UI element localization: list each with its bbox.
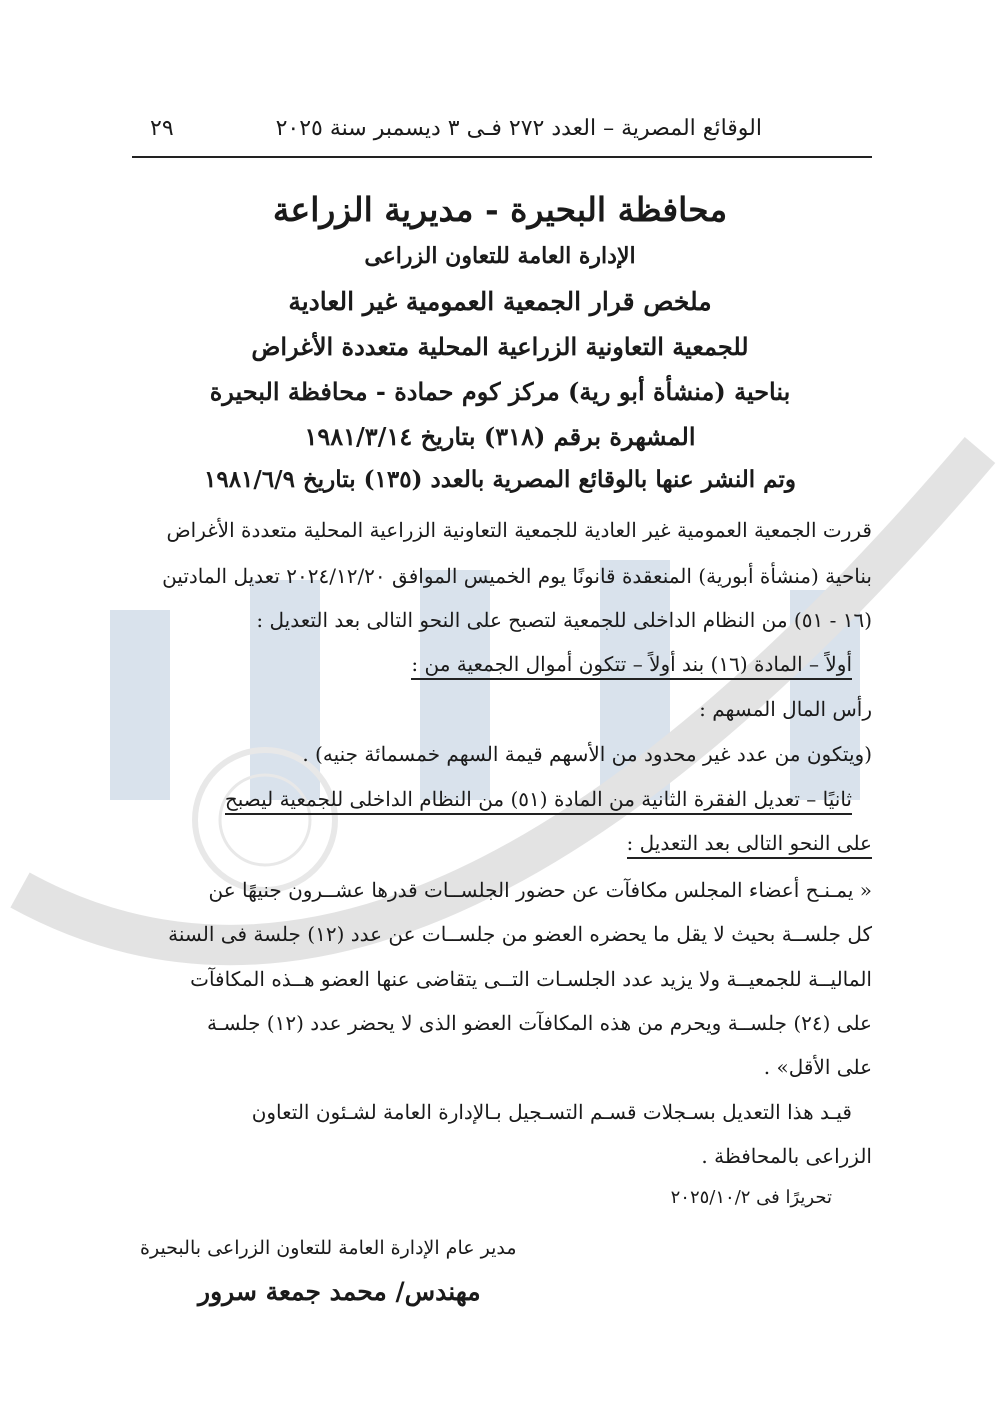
signatory-title: مدير عام الإدارة العامة للتعاون الزراعى بالبحيرة <box>140 1237 517 1259</box>
quote-line: « يمـنـح أعضاء المجلس مكافآت عن حضور الجلســات قدرها عشــرون جنيهًا عن <box>208 878 872 902</box>
signatory-name: مهندس/ محمد جمعة سرور <box>198 1277 481 1306</box>
capital-label: رأس المال المسهم : <box>699 697 872 721</box>
page-number: ٢٩ <box>150 116 174 141</box>
body-line: (١٦ - ٥١) من النظام الداخلى للجمعية لتصبح على النحو التالى بعد التعديل : <box>256 608 872 632</box>
quote-line: الماليــة للجمعيــة ولا يزيد عدد الجلسـات التــى يتقاضى عنها العضو هــذه المكافآت <box>190 967 872 991</box>
governorate-title: محافظة البحيرة - مديرية الزراعة <box>272 190 728 229</box>
publication-title: وتم النشر عنها بالوقائع المصرية بالعدد (١٣٥) بتاريخ ١٩٨١/٦/٩ <box>204 466 796 493</box>
association-title: للجمعية التعاونية الزراعية المحلية متعددة الأغراض <box>251 332 749 361</box>
body-line: بناحية (منشأة أبورية) المنعقدة قانونًا يوم الخميس الموافق ٢٠٢٤/١٢/٢٠ تعديل المادتين <box>162 564 872 588</box>
registration-line: قيـد هذا التعديل بسـجلات قسـم التسـجيل بـالإدارة العامة لشـئون التعاون <box>251 1100 852 1124</box>
decision-title: ملخص قرار الجمعية العمومية غير العادية <box>288 287 712 316</box>
article-51-heading: ثانيًا – تعديل الفقرة الثانية من المادة (٥١) من النظام الداخلى للجمعية ليصبح <box>225 787 852 815</box>
article-51-heading-cont: على النحو التالى بعد التعديل : <box>627 831 872 859</box>
quote-line: على (٢٤) جلســة ويحرم من هذه المكافآت العضو الذى لا يحضر عدد (١٢) جلسـة <box>207 1011 872 1035</box>
location-title: بناحية (منشأة أبو رية) مركز كوم حمادة - محافظة البحيرة <box>209 377 791 406</box>
watermark-bar-1 <box>110 610 170 800</box>
shares-text: (ويتكون من عدد غير محدود من الأسهم قيمة السهم خمسمائة جنيه) . <box>302 742 872 766</box>
department-title: الإدارة العامة للتعاون الزراعى <box>364 243 636 269</box>
body-line: قررت الجمعية العمومية غير العادية للجمعية التعاونية الزراعية المحلية متعددة الأغراض <box>166 518 872 542</box>
registration-title: المشهرة برقم (٣١٨) بتاريخ ١٩٨١/٣/١٤ <box>304 422 696 451</box>
watermark-logo <box>0 330 1004 1230</box>
running-header <box>132 112 872 158</box>
registration-line: الزراعى بالمحافظة . <box>701 1144 872 1168</box>
quote-line: على الأقل» . <box>763 1055 872 1079</box>
issue-date: تحريرًا فى ٢٠٢٥/١٠/٢ <box>670 1187 832 1208</box>
gazette-issue-title: الوقائع المصرية – العدد ٢٧٢ فـى ٣ ديسمبر سنة ٢٠٢٥ <box>275 116 762 141</box>
article-16-heading: أولاً – المادة (١٦) بند أولاً – تتكون أموال الجمعية من : <box>411 652 852 680</box>
quote-line: كل جلســة بحيث لا يقل ما يحضره العضو من جلســات عن عدد (١٢) جلسة فى السنة <box>168 922 872 946</box>
watermark-seal <box>195 750 335 890</box>
